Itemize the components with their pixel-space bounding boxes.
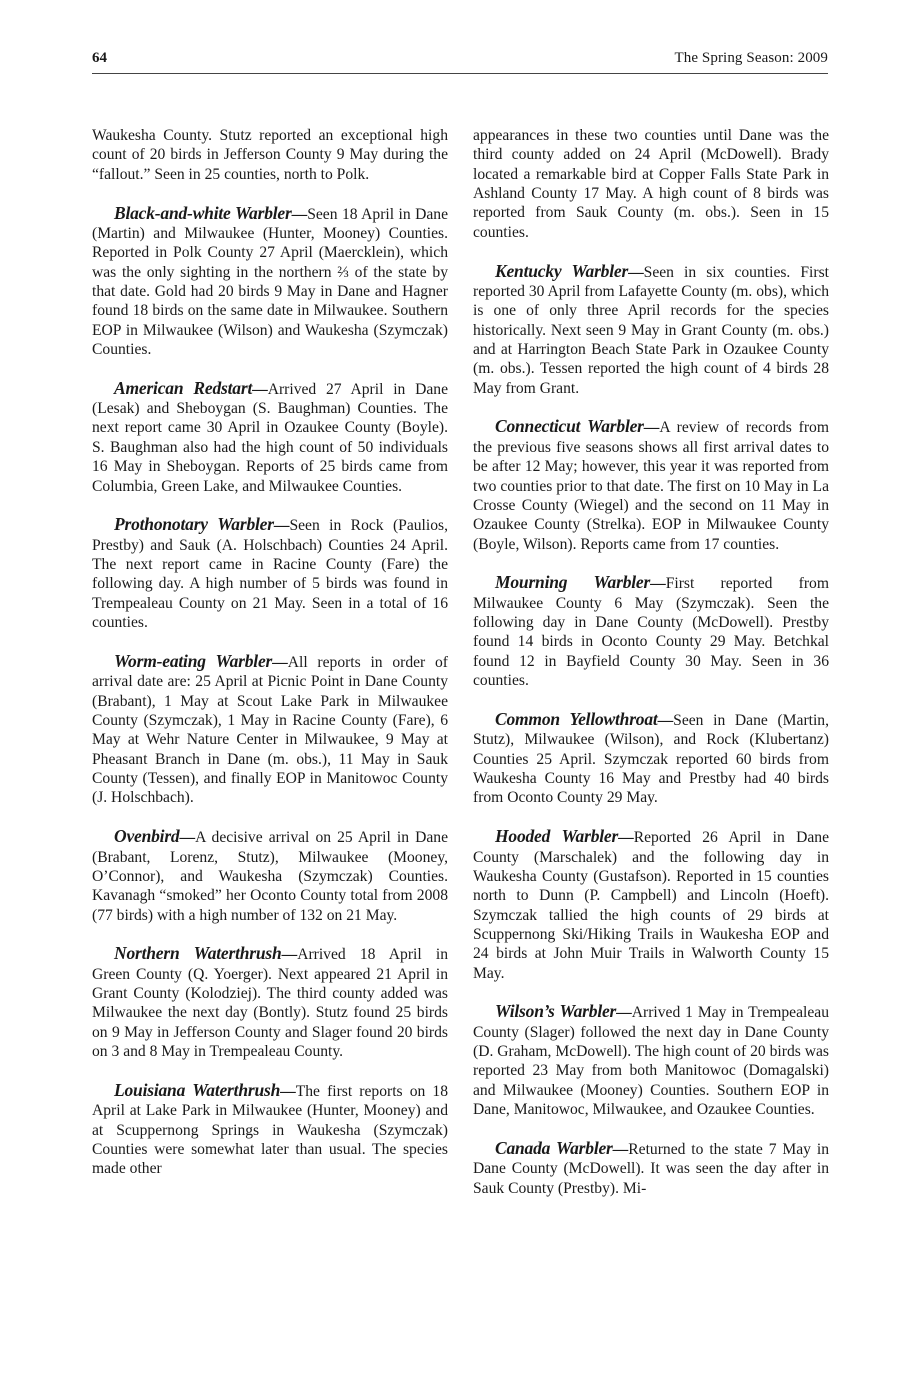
em-dash: —	[643, 419, 660, 437]
species-name: Mourning Warbler	[495, 572, 651, 593]
species-name: Kentucky Warbler	[495, 260, 629, 281]
species-entry	[473, 1002, 829, 1119]
species-entry	[92, 944, 448, 1061]
species-entry	[473, 1139, 829, 1198]
page-number: 64	[92, 50, 107, 66]
species-entry	[473, 417, 829, 553]
em-dash: —	[252, 380, 268, 398]
entry-text: A decisive arrival on 25 April in Dane (Brabant, Lorenz, Stutz), Milwaukee (Mooney, O’Connor), and Waukesha (Szymczak) Counties. Kavanagh “smoked” her Oconto County total from 2008 (77 birds) with a high number of 132 on 21 May.	[92, 829, 448, 924]
em-dash: —	[272, 653, 288, 671]
running-title: The Spring Season: 2009	[674, 50, 828, 66]
entry-text: Returned to the state 7 May in Dane County (McDowell). It was seen the day after in Sauk County (Prestby). Mi-	[473, 1140, 829, 1197]
species-entry	[92, 652, 448, 808]
right-column	[473, 126, 829, 1218]
species-entry	[473, 262, 829, 398]
em-dash: —	[273, 517, 290, 535]
species-name: Prothonotary Warbler	[114, 514, 274, 535]
species-entry	[473, 573, 829, 690]
continuation-paragraph: appearances in these two counties until Dane was the third county added on 24 April (McDowell). Brady located a remarkable bird at Copper Falls State Park in Ashland County 17 May. A high count of 8 birds was reported from Sauk County (m. obs.). Seen in 15 counties.	[473, 127, 829, 241]
species-entry	[92, 827, 448, 925]
entry-text: All reports in order of arrival date are: 25 April at Picnic Point in Dane County (Brabant), 1 May at Scout Lake Park in Milwaukee County (Szymczak), 1 May in Racine County (Fare), 6 May at Wehr Nature Center in Milwaukee, 9 May at Pheasant Branch in Dane (m. obs.), 11 May in Sauk County (Tessen), and finally EOP in Manitowoc County (J. Holschbach).	[92, 653, 448, 807]
species-name: Louisiana Waterthrush	[114, 1079, 281, 1100]
species-name: American Redstart	[114, 377, 253, 398]
species-name: Ovenbird	[114, 826, 180, 847]
entry-text: The first reports on 18 April at Lake Park in Milwaukee (Hunter, Mooney) and at Scuppernong Springs in Waukesha (Szymczak) Counties were somewhat later than usual. The species made other	[92, 1082, 448, 1178]
species-name: Hooded Warbler	[495, 826, 619, 847]
entry-text: First reported from Milwaukee County 6 May (Szymczak). Seen the following day in Dane County (McDowell). Prestby found 14 birds in Oconto County 29 May. Betchkal found 12 in Bayfield County 30 May. Seen in 36 counties.	[473, 575, 829, 690]
entry-text: Seen in six counties. First reported 30 April from Lafayette County (m. obs), which is one of only three April records for the species historically. Next seen 9 May in Grant County (m. obs.) and at Harrington Beach State Park in Ozaukee County (m. obs.). Tessen reported the high count of 4 birds 28 May from Grant.	[473, 263, 829, 397]
species-name: Worm-eating Warbler	[114, 650, 273, 671]
entry-text: Seen 18 April in Dane (Martin) and Milwaukee (Hunter, Mooney) Counties. Reported in Polk County 27 April (Maercklein), which was the only sighting in the northern ⅔ of the state by that date. Gold had 20 birds 9 May in Dane and Hagner found 18 birds on the same date in Milwaukee. Southern EOP in Milwaukee (Wilson) and Waukesha (Szymczak) Counties.	[92, 205, 448, 358]
entry-text: Arrived 18 April in Green County (Q. Yoerger). Next appeared 21 April in Grant County (Kolodziej). The third county added was Milwaukee the next day (Bontly). Stutz found 25 birds on 9 May in Jefferson County and Slager found 20 birds on 3 and 8 May in Trempealeau County.	[92, 946, 449, 1061]
em-dash: —	[291, 205, 308, 223]
entry-text: Seen in Dane (Martin, Stutz), Milwaukee (Wilson), and Rock (Klubertanz) Counties 25 April. Szymczak reported 60 birds from Waukesha County 16 May and Prestby had 40 birds from Oconto County 29 May.	[473, 711, 829, 807]
em-dash: —	[650, 575, 666, 593]
species-name: Black-and-white Warbler	[114, 202, 292, 223]
species-entry	[92, 1081, 448, 1179]
em-dash: —	[657, 711, 674, 729]
em-dash: —	[612, 1140, 629, 1158]
entry-text: A review of records from the previous five seasons shows all first arrival dates to be after 12 May; however, this year it was reported from two counties prior to that date. The first on 10 May in La Crosse County (Wiegel) and the second on 11 May in Ozaukee County (Strelka). EOP in Milwaukee County (Boyle, Wilson). Reports came from 17 counties.	[473, 419, 829, 553]
species-entry	[473, 710, 829, 808]
left-column	[92, 126, 448, 1198]
species-entry	[473, 827, 829, 983]
species-name: Connecticut Warbler	[495, 416, 644, 437]
species-name: Northern Waterthrush	[114, 943, 282, 964]
species-name: Canada Warbler	[495, 1137, 613, 1158]
continuation-paragraph: Waukesha County. Stutz reported an exceptional high count of 20 birds in Jefferson County 9 May during the “fallout.” Seen in 25 counties, north to Polk.	[92, 127, 448, 183]
entry-text: Arrived 1 May in Trempealeau County (Slager) followed the next day in Dane County (D. Graham, McDowell). The high count of 20 birds was reported 23 May from both Manitowoc (Domagalski) and Milwaukee (Mooney) Counties. Southern EOP in Dane, Manitowoc, Milwaukee, and Ozaukee Counties.	[473, 1004, 830, 1119]
em-dash: —	[618, 829, 634, 847]
entry-text: Reported 26 April in Dane County (Marschalek) and the following day in Waukesha County (Gustafson). Reported in 15 counties north to Dunn (P. Campbell) and Lincoln (Hoeft). Szymczak tallied the high counts of 29 birds at Scuppernong Ski/Hiking Trails in Waukesha EOP and 24 birds at John Muir Trails in Walworth County 15 May.	[473, 829, 830, 982]
entry-text: Arrived 27 April in Dane (Lesak) and Sheboygan (S. Baughman) Counties. The next report came 30 April in Ozaukee County (Boyle). S. Baughman also had the high count of 50 individuals 16 May in Sheboygan. Reports of 25 birds came from Columbia, Green Lake, and Milwaukee Counties.	[92, 380, 448, 495]
page-header	[92, 50, 828, 72]
species-name: Wilson’s Warbler	[495, 1001, 617, 1022]
entry-text: Seen in Rock (Paulios, Prestby) and Sauk (A. Holschbach) Counties 24 April. The next report came in Racine County (Fare) the following day. A high number of 5 birds was found in Trempealeau County on 21 May. Seen in a total of 16 counties.	[92, 517, 448, 632]
species-entry	[92, 515, 448, 632]
species-entry	[92, 379, 448, 496]
header-rule	[92, 73, 828, 74]
species-entry	[92, 204, 448, 360]
em-dash: —	[616, 1004, 632, 1022]
species-name: Common Yellowthroat	[495, 708, 658, 729]
em-dash: —	[281, 946, 298, 964]
em-dash: —	[280, 1082, 296, 1100]
em-dash: —	[179, 829, 196, 847]
em-dash: —	[628, 263, 644, 281]
